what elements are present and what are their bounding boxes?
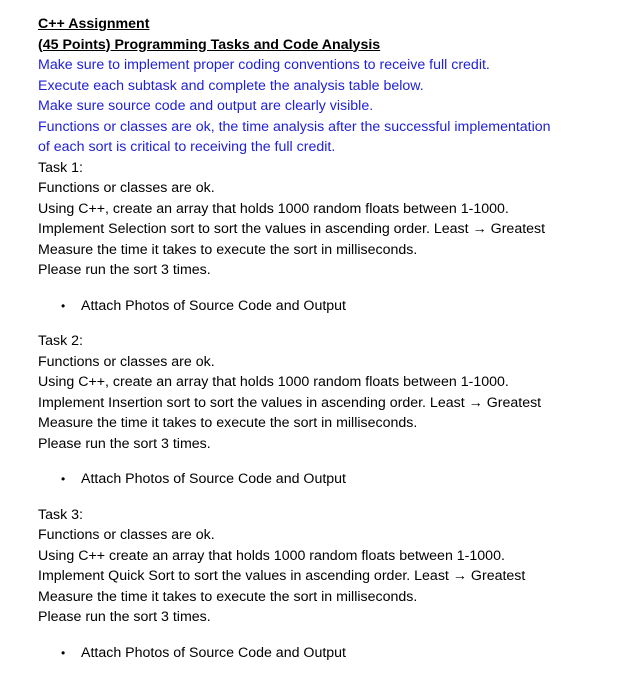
task-line: Functions or classes are ok. (38, 527, 215, 543)
instruction-line: Execute each subtask and complete the analysis table below. (38, 77, 424, 94)
task-line: Implement Quick Sort to sort the values in ascending order. Least → Greatest (38, 568, 526, 584)
assignment-document (38, 14, 618, 663)
spacer (38, 281, 618, 296)
instruction-line: of each sort is critical to receiving the full credit. (38, 139, 336, 155)
bullet-item (38, 469, 618, 490)
spacer (38, 628, 618, 643)
bullet-text: Attach Photos of Source Code and Output (81, 297, 347, 314)
task-line: Using C++, create an array that holds 1000 random floats between 1-1000. (38, 374, 509, 390)
spacer (38, 316, 618, 331)
bullet-text: Attach Photos of Source Code and Output (81, 644, 347, 661)
spacer (38, 454, 618, 469)
task-line: Please run the sort 3 times. (38, 262, 211, 278)
task-2 (38, 331, 618, 505)
task-line: Measure the time it takes to execute the sort in milliseconds. (38, 415, 418, 431)
task-line: Implement Insertion sort to sort the values in ascending order. Least → Greatest (38, 394, 542, 411)
task-title: Task 1: (38, 159, 83, 176)
task-line: Measure the time it takes to execute the sort in milliseconds. (38, 241, 418, 258)
task-title: Task 2: (38, 333, 83, 349)
instruction-line: Functions or classes are ok, the time analysis after the successful implementation (38, 118, 551, 135)
task-line: Functions or classes are ok. (38, 353, 215, 370)
instruction-line: Make sure to implement proper coding conventions to receive full credit. (38, 57, 490, 73)
task-line: Using C++, create an array that holds 1000 random floats between 1-1000. (38, 200, 509, 217)
spacer (38, 490, 618, 505)
task-line: Using C++ create an array that holds 1000 random floats between 1-1000. (38, 547, 505, 564)
bullet-item (38, 296, 618, 317)
task-line: Implement Selection sort to sort the values in ascending order. Least → Greatest (38, 221, 546, 237)
bullet-icon: • (61, 298, 66, 313)
assignment-subtitle: (45 Points) Programming Tasks and Code Analysis (38, 36, 381, 53)
task-line: Please run the sort 3 times. (38, 609, 211, 625)
task-line: Functions or classes are ok. (38, 180, 215, 196)
task-line: Measure the time it takes to execute the sort in milliseconds. (38, 588, 418, 605)
bullet-item (38, 643, 618, 664)
instructions-block (38, 55, 618, 158)
course-title: C++ Assignment (38, 16, 150, 32)
bullet-icon: • (61, 645, 66, 660)
instruction-line: Make sure source code and output are clearly visible. (38, 98, 374, 114)
task-1 (38, 158, 618, 332)
bullet-icon: • (61, 472, 66, 486)
bullet-text: Attach Photos of Source Code and Output (81, 471, 347, 487)
task-3 (38, 505, 618, 664)
task-title: Task 3: (38, 506, 83, 523)
task-line: Please run the sort 3 times. (38, 435, 211, 452)
